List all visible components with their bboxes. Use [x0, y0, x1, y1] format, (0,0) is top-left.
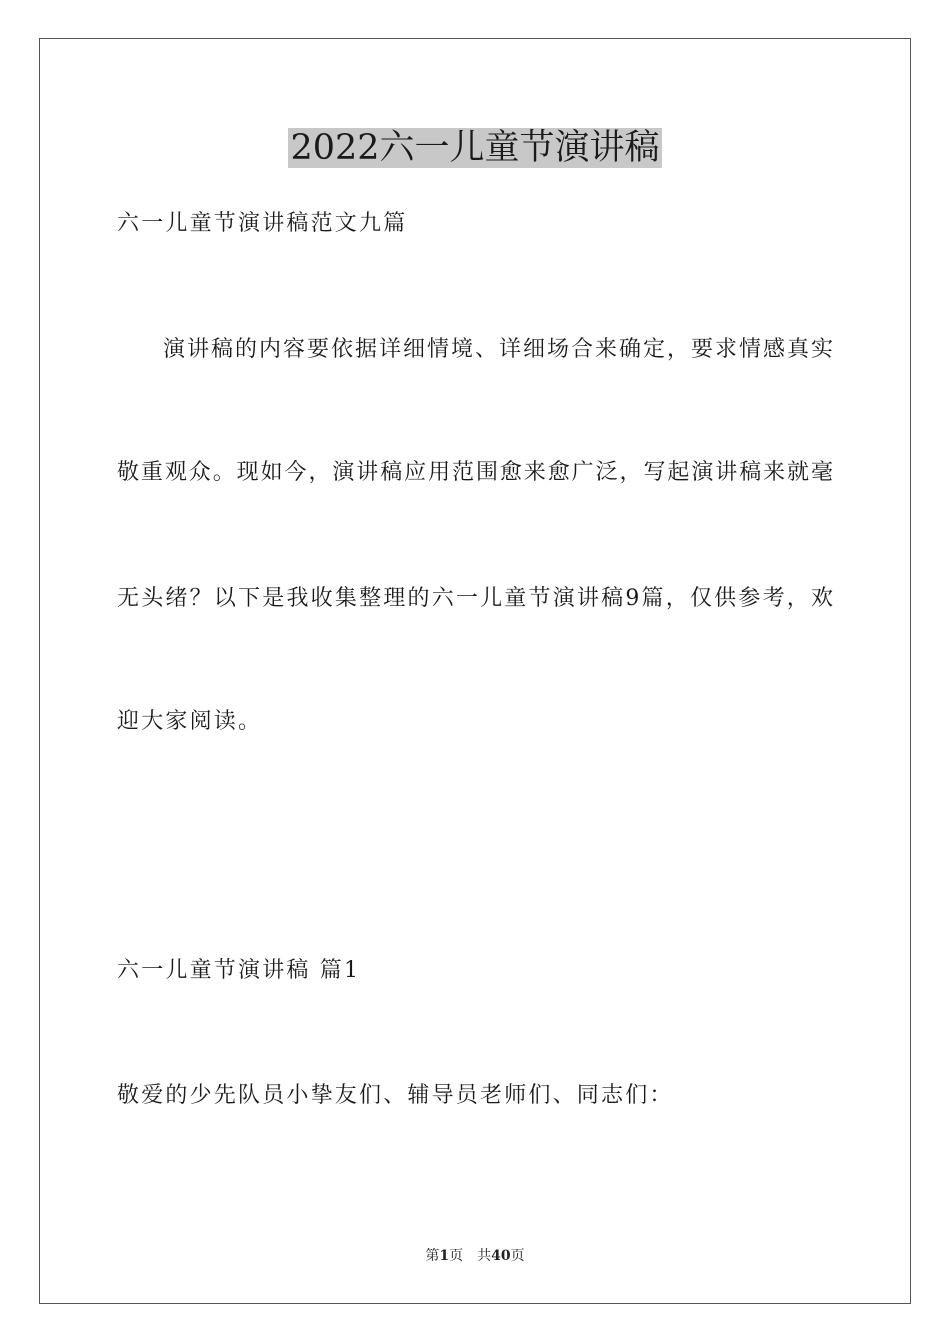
subtitle-line: 六一儿童节演讲稿范文九篇 — [117, 211, 408, 236]
document-title-text: 2022六一儿童节演讲稿 — [290, 128, 660, 168]
footer-total-pages: 40 — [491, 1248, 511, 1264]
section-heading: 六一儿童节演讲稿 篇1 — [117, 958, 361, 983]
paragraph-line: 迎大家阅读。 — [117, 709, 263, 734]
footer-page-number: 1 — [439, 1248, 450, 1264]
paragraph-line: 敬重观众。现如今，演讲稿应用范围愈来愈广泛，写起演讲稿来就毫 — [117, 460, 833, 485]
footer-total-suffix: 页 — [510, 1248, 525, 1264]
footer-total-prefix: 共 — [477, 1248, 492, 1264]
footer-page-prefix: 第 — [425, 1248, 440, 1264]
paragraph-line: 演讲稿的内容要依据详细情境、详细场合来确定，要求情感真实 — [163, 337, 833, 362]
document-title — [0, 126, 950, 170]
page-footer — [0, 1246, 950, 1266]
footer-page-suffix: 页 — [449, 1248, 464, 1264]
salutation-line: 敬爱的少先队员小挚友们、辅导员老师们、同志们： — [117, 1083, 674, 1108]
paragraph-line: 无头绪？以下是我收集整理的六一儿童节演讲稿9篇，仅供参考，欢 — [117, 586, 833, 611]
